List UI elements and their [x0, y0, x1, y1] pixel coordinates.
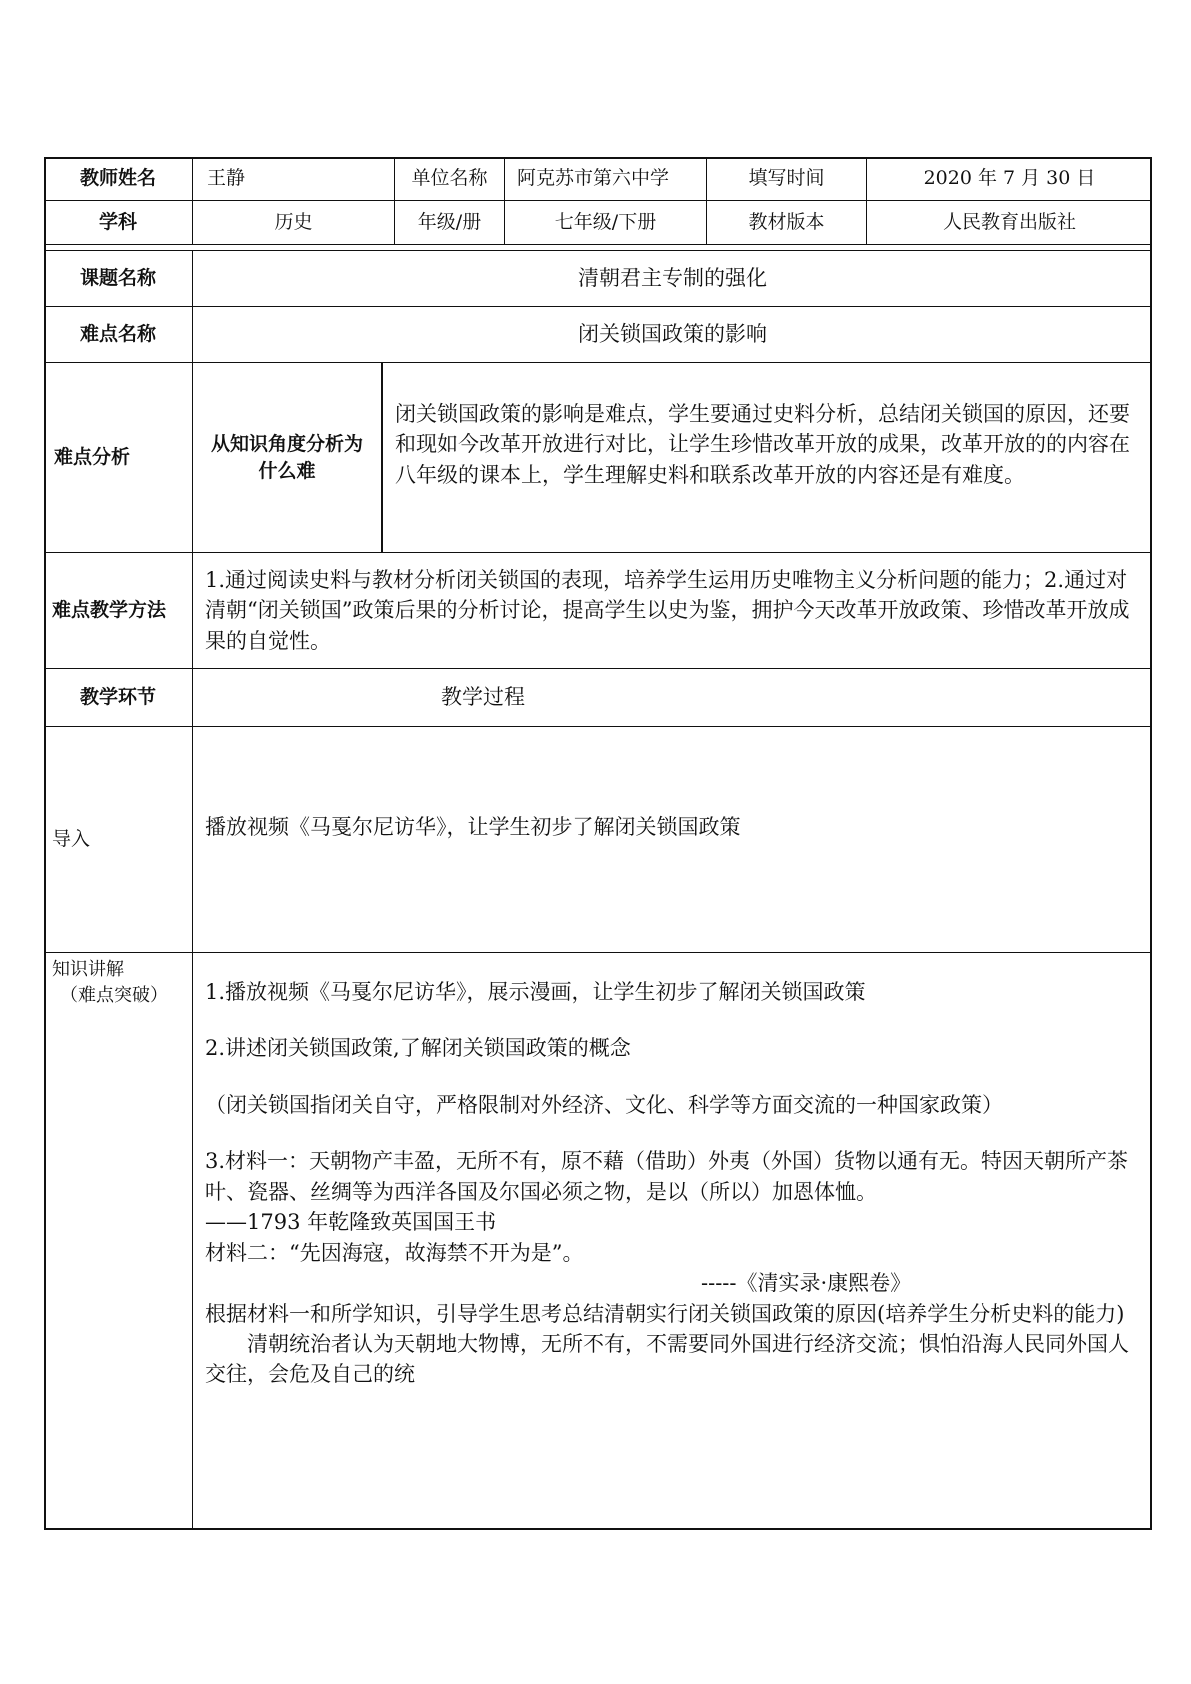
- knowledge-p6: 材料二：“先因海寇，故海禁不开为是”。: [205, 1240, 584, 1265]
- knowledge-label-line1: 知识讲解: [52, 959, 124, 980]
- intro-text: 播放视频《马戛尔尼访华》，让学生初步了解闭关锁国政策: [193, 727, 1152, 953]
- knowledge-p9: 清朝统治者认为天朝地大物博，无所不有，不需要同外国进行经济交流；惧怕沿海人民同外国人交往，会危及自己的统: [205, 1331, 1129, 1387]
- knowledge-p2: 2.讲述闭关锁国政策,了解闭关锁国政策的概念: [205, 1036, 631, 1061]
- subject-value: 历史: [193, 201, 395, 245]
- method-text: 1.通过阅读史料与教材分析闭关锁国的表现，培养学生运用历史唯物主义分析问题的能力；2.通过对清朝“闭关锁国”政策后果的分析讨论，提高学生以史为鉴，拥护今天改革开放政策、珍惜改革开放成果的自觉性。: [193, 553, 1152, 669]
- edition-label: 教材版本: [707, 201, 867, 245]
- difficulty-label: 难点名称: [44, 307, 193, 363]
- knowledge-content: [193, 953, 1152, 1530]
- grade-value: 七年级/下册: [505, 201, 707, 245]
- knowledge-p3: （闭关锁国指闭关自守，严格限制对外经济、文化、科学等方面交流的一种国家政策）: [205, 1092, 1003, 1117]
- process-value: 教学过程: [193, 669, 1152, 727]
- edition-value: 人民教育出版社: [867, 201, 1152, 245]
- unit-name-label: 单位名称: [395, 157, 505, 201]
- topic-label: 课题名称: [44, 251, 193, 307]
- knowledge-label-line2: （难点突破）: [60, 985, 168, 1007]
- method-label: 难点教学方法: [44, 553, 193, 669]
- knowledge-p4: 3.材料一：天朝物产丰盈，无所不有，原不藉（借助）外夷（外国）货物以通有无。特因天朝所产茶叶、瓷器、丝绸等为西洋各国及尔国必须之物，是以（所以）加恩体恤。: [205, 1149, 1129, 1204]
- knowledge-label: [44, 953, 193, 1530]
- difficulty-value: 闭关锁国政策的影响: [193, 307, 1152, 363]
- topic-value: 清朝君主专制的强化: [193, 251, 1152, 307]
- fill-date-value: 2020 年 7 月 30 日: [867, 157, 1152, 201]
- teacher-name-label: 教师姓名: [44, 157, 193, 201]
- analysis-sub-label: 从知识角度分析为什么难: [193, 363, 383, 553]
- knowledge-p5: ——1793 年乾隆致英国国王书: [205, 1210, 497, 1235]
- knowledge-p8: 根据材料一和所学知识，引导学生思考总结清朝实行闭关锁国政策的原因(培养学生分析史料的能力): [205, 1301, 1125, 1326]
- analysis-text: 闭关锁国政策的影响是难点，学生要通过史料分析，总结闭关锁国的原因，还要和现如今改革开放进行对比，让学生珍惜改革开放的成果，改革开放的的内容在八年级的课本上，学生理解史料和联系改革开放的内容还是有难度。: [383, 363, 1152, 553]
- grade-label: 年级/册: [395, 201, 505, 245]
- knowledge-p7: -----《清实录·康熙卷》: [701, 1271, 912, 1296]
- unit-name-value: 阿克苏市第六中学: [505, 157, 707, 201]
- intro-label: 导入: [44, 727, 193, 953]
- teacher-name-value: 王静: [193, 157, 395, 201]
- fill-date-label: 填写时间: [707, 157, 867, 201]
- process-label: 教学环节: [44, 669, 193, 727]
- subject-label: 学科: [44, 201, 193, 245]
- knowledge-p1: 1.播放视频《马戛尔尼访华》，展示漫画，让学生初步了解闭关锁国政策: [205, 980, 866, 1004]
- analysis-label: 难点分析: [44, 363, 193, 553]
